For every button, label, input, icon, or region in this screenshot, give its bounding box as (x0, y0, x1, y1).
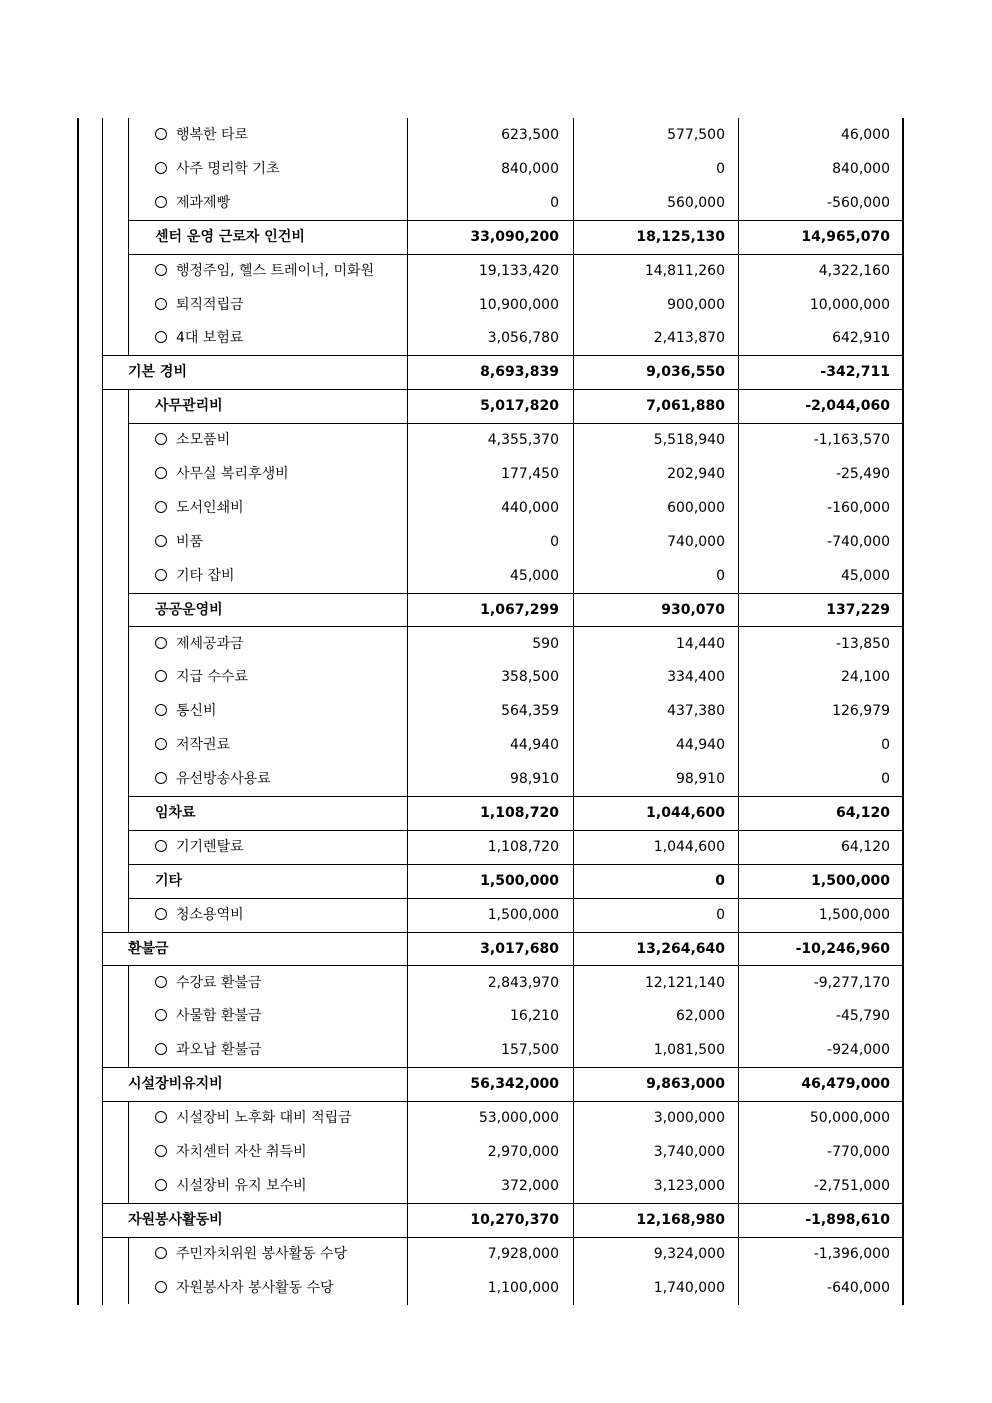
row-label-text: 행정주임, 헬스 트레이너, 미화원 (176, 262, 375, 279)
difference-cell: 46,000 (841, 127, 890, 143)
budget-amount-cell: 0 (550, 533, 559, 550)
circle-bullet-icon (155, 976, 167, 988)
difference-cell: 14,965,070 (801, 228, 890, 245)
actual-amount-cell: 12,121,140 (644, 974, 725, 991)
difference-cell: -25,490 (835, 466, 890, 482)
actual-amount-cell: 3,000,000 (653, 1110, 725, 1127)
row-label (155, 999, 262, 1033)
actual-amount-cell: 560,000 (667, 194, 725, 211)
circle-bullet-icon (155, 128, 167, 140)
circle-bullet-icon (155, 467, 167, 479)
budget-amount-cell: 16,210 (510, 1008, 559, 1025)
row-label-text: 공공운영비 (155, 601, 223, 618)
row-label-text: 센터 운영 근로자 인건비 (155, 228, 305, 245)
circle-bullet-icon (155, 569, 167, 581)
actual-amount-cell: 0 (716, 160, 725, 177)
row-label-text: 자원봉사자 봉사활동 수당 (176, 1279, 334, 1296)
table-row (0, 254, 992, 288)
difference-cell: 642,910 (832, 330, 890, 347)
row-label (155, 254, 374, 288)
budget-amount-cell: 10,900,000 (478, 296, 559, 313)
row-label (155, 864, 182, 898)
row-label (155, 762, 271, 796)
table-row (0, 762, 992, 796)
row-label (155, 728, 230, 762)
actual-amount-cell: 334,400 (667, 669, 725, 686)
actual-amount-cell: 740,000 (667, 533, 725, 550)
row-label-text: 청소용역비 (176, 906, 244, 923)
table-group-row (0, 389, 992, 423)
row-label-text: 시설장비유지비 (128, 1076, 223, 1093)
difference-cell: 1,500,000 (818, 906, 890, 923)
difference-cell: -924,000 (827, 1042, 890, 1059)
actual-amount-cell: 7,061,880 (646, 398, 725, 415)
row-label-text: 소모품비 (176, 432, 231, 449)
row-label-text: 사물함 환불금 (176, 1008, 262, 1025)
row-label (155, 220, 305, 254)
table-row (0, 1169, 992, 1203)
row-label (155, 898, 244, 932)
circle-bullet-icon (155, 1179, 167, 1191)
actual-amount-cell: 930,070 (661, 601, 725, 618)
table-row (0, 999, 992, 1033)
difference-cell: 1,500,000 (811, 872, 890, 889)
actual-amount-cell: 0 (715, 872, 725, 889)
budget-amount-cell: 56,342,000 (470, 1076, 559, 1093)
difference-cell: 10,000,000 (809, 296, 890, 313)
circle-bullet-icon (155, 162, 167, 174)
table-group-row (0, 1067, 992, 1101)
row-label (155, 559, 235, 593)
table-row (0, 423, 992, 457)
actual-amount-cell: 600,000 (667, 499, 725, 516)
budget-amount-cell: 53,000,000 (478, 1110, 559, 1127)
budget-amount-cell: 10,270,370 (470, 1211, 559, 1228)
row-label (155, 966, 262, 1000)
table-row (0, 288, 992, 322)
difference-cell: -2,751,000 (813, 1177, 890, 1194)
actual-amount-cell: 9,036,550 (646, 364, 725, 381)
budget-amount-cell: 590 (532, 635, 559, 652)
difference-cell: 4,322,160 (818, 262, 890, 279)
row-label-text: 수강료 환불금 (176, 974, 262, 991)
difference-cell: -160,000 (827, 499, 890, 516)
row-label (155, 423, 230, 457)
table-row (0, 660, 992, 694)
actual-amount-cell: 577,500 (667, 127, 725, 143)
row-label-text: 비품 (176, 533, 204, 550)
row-label-text: 과오납 환불금 (176, 1042, 262, 1059)
circle-bullet-icon (155, 704, 167, 716)
row-label (155, 796, 196, 830)
actual-amount-cell: 9,863,000 (646, 1076, 725, 1093)
budget-amount-cell: 1,500,000 (480, 872, 559, 889)
row-label-text: 통신비 (176, 703, 217, 720)
budget-amount-cell: 1,108,720 (487, 838, 559, 855)
actual-amount-cell: 1,740,000 (653, 1279, 725, 1296)
budget-amount-cell: 3,056,780 (487, 330, 559, 347)
difference-cell: -9,277,170 (813, 974, 890, 991)
row-label (155, 1169, 307, 1203)
row-label-text: 유선방송사용료 (176, 771, 271, 788)
row-label (128, 355, 187, 389)
row-label (155, 389, 223, 423)
row-label-text: 제세공과금 (176, 635, 244, 652)
actual-amount-cell: 1,044,600 (653, 838, 725, 855)
table-row (0, 118, 992, 152)
difference-cell: -560,000 (827, 194, 890, 211)
difference-cell: 46,479,000 (801, 1076, 890, 1093)
budget-amount-cell: 5,017,820 (480, 398, 559, 415)
difference-cell: -342,711 (820, 364, 890, 381)
budget-amount-cell: 7,928,000 (487, 1245, 559, 1262)
row-label (155, 830, 244, 864)
actual-amount-cell: 12,168,980 (636, 1211, 725, 1228)
row-label (155, 660, 248, 694)
row-label (155, 152, 280, 186)
table-row (0, 525, 992, 559)
difference-cell: -740,000 (827, 533, 890, 550)
budget-amount-cell: 2,843,970 (487, 974, 559, 991)
budget-amount-cell: 177,450 (501, 466, 559, 482)
circle-bullet-icon (155, 1111, 167, 1123)
difference-cell: 45,000 (841, 567, 890, 584)
row-label-text: 사무관리비 (155, 398, 223, 415)
difference-cell: 64,120 (841, 838, 890, 855)
row-label-text: 도서인쇄비 (176, 499, 244, 516)
actual-amount-cell: 44,940 (676, 737, 725, 754)
difference-cell: 137,229 (826, 601, 890, 618)
budget-amount-cell: 1,500,000 (487, 906, 559, 923)
table-row (0, 627, 992, 661)
circle-bullet-icon (155, 433, 167, 445)
budget-amount-cell: 440,000 (501, 499, 559, 516)
circle-bullet-icon (155, 670, 167, 682)
difference-cell: 64,120 (835, 805, 890, 821)
row-label (155, 118, 248, 152)
row-label (155, 694, 217, 728)
actual-amount-cell: 0 (716, 567, 725, 584)
circle-bullet-icon (155, 501, 167, 513)
circle-bullet-icon (155, 1043, 167, 1055)
difference-cell: -1,898,610 (805, 1211, 890, 1228)
table-row (0, 1101, 992, 1135)
actual-amount-cell: 14,440 (676, 635, 725, 652)
difference-cell: -1,163,570 (813, 432, 890, 449)
row-label-text: 사주 명리학 기초 (176, 160, 280, 177)
table-row (0, 966, 992, 1000)
row-label (155, 1033, 262, 1067)
difference-cell: -640,000 (827, 1279, 890, 1296)
circle-bullet-icon (155, 738, 167, 750)
actual-amount-cell: 14,811,260 (644, 262, 725, 279)
row-label-text: 기기렌탈료 (176, 838, 244, 855)
budget-amount-cell: 1,067,299 (480, 601, 559, 618)
circle-bullet-icon (155, 908, 167, 920)
budget-amount-cell: 1,100,000 (487, 1279, 559, 1296)
row-label (155, 1237, 347, 1271)
actual-amount-cell: 62,000 (676, 1008, 725, 1025)
table-row (0, 1271, 992, 1305)
actual-amount-cell: 1,081,500 (653, 1042, 725, 1059)
table-row (0, 1237, 992, 1271)
budget-amount-cell: 2,970,000 (487, 1144, 559, 1160)
table-group-row (0, 593, 992, 627)
table-group-row (0, 1203, 992, 1237)
row-label (155, 457, 289, 491)
budget-amount-cell: 3,017,680 (480, 940, 559, 957)
row-label-text: 제과제빵 (176, 194, 231, 211)
difference-cell: -45,790 (835, 1008, 890, 1025)
row-label (155, 288, 244, 322)
table-row (0, 728, 992, 762)
difference-cell: -10,246,960 (795, 940, 890, 957)
budget-amount-cell: 623,500 (501, 127, 559, 143)
row-label-text: 4대 보험료 (176, 330, 244, 347)
row-label (155, 525, 203, 559)
budget-amount-cell: 564,359 (501, 703, 559, 720)
table-row (0, 491, 992, 525)
row-label-text: 사무실 복리후생비 (176, 466, 289, 482)
row-label-text: 자치센터 자산 취득비 (176, 1144, 307, 1160)
row-label (128, 1067, 223, 1101)
actual-amount-cell: 0 (716, 906, 725, 923)
row-label-text: 기타 (155, 872, 183, 889)
difference-cell: -1,396,000 (813, 1245, 890, 1262)
budget-amount-cell: 4,355,370 (487, 432, 559, 449)
actual-amount-cell: 1,044,600 (646, 805, 725, 821)
circle-bullet-icon (155, 298, 167, 310)
table-row (0, 694, 992, 728)
circle-bullet-icon (155, 331, 167, 343)
table-row (0, 559, 992, 593)
circle-bullet-icon (155, 1009, 167, 1021)
table-row (0, 830, 992, 864)
budget-amount-cell: 1,108,720 (480, 805, 559, 821)
budget-amount-cell: 157,500 (501, 1042, 559, 1059)
budget-amount-cell: 0 (550, 194, 559, 211)
row-label-text: 자원봉사활동비 (128, 1211, 223, 1228)
row-label (155, 1271, 334, 1305)
table-row (0, 1033, 992, 1067)
circle-bullet-icon (155, 840, 167, 852)
row-label (155, 627, 244, 661)
row-label (155, 593, 223, 627)
difference-cell: 50,000,000 (809, 1110, 890, 1127)
row-label-text: 기타 잡비 (176, 567, 235, 584)
table-group-row (0, 796, 992, 830)
row-label-text: 지급 수수료 (176, 669, 249, 686)
circle-bullet-icon (155, 1145, 167, 1157)
row-label (155, 1101, 352, 1135)
table-row (0, 898, 992, 932)
table-row (0, 1135, 992, 1169)
row-label-text: 환불금 (128, 940, 169, 957)
difference-cell: -2,044,060 (805, 398, 890, 415)
budget-amount-cell: 19,133,420 (478, 262, 559, 279)
budget-amount-cell: 33,090,200 (470, 228, 559, 245)
budget-amount-cell: 840,000 (501, 160, 559, 177)
actual-amount-cell: 13,264,640 (636, 940, 725, 957)
actual-amount-cell: 2,413,870 (653, 330, 725, 347)
actual-amount-cell: 437,380 (667, 703, 725, 720)
circle-bullet-icon (155, 535, 167, 547)
circle-bullet-icon (155, 264, 167, 276)
table-row (0, 186, 992, 220)
circle-bullet-icon (155, 1281, 167, 1293)
difference-cell: 126,979 (832, 703, 890, 720)
row-label (155, 321, 243, 355)
row-label-text: 퇴직적립금 (176, 296, 244, 313)
difference-cell: 840,000 (832, 160, 890, 177)
row-label-text: 저작권료 (176, 737, 231, 754)
table-group-row (0, 932, 992, 966)
row-label (155, 186, 230, 220)
budget-amount-cell: 372,000 (501, 1177, 559, 1194)
actual-amount-cell: 9,324,000 (653, 1245, 725, 1262)
actual-amount-cell: 98,910 (676, 771, 725, 788)
circle-bullet-icon (155, 196, 167, 208)
row-label-text: 기본 경비 (128, 364, 187, 381)
difference-cell: 24,100 (841, 669, 890, 686)
budget-amount-cell: 358,500 (501, 669, 559, 686)
difference-cell: 0 (881, 771, 890, 788)
row-label-text: 시설장비 노후화 대비 적립금 (176, 1110, 352, 1127)
budget-amount-cell: 45,000 (510, 567, 559, 584)
table-row (0, 321, 992, 355)
table-row (0, 457, 992, 491)
row-label (155, 1135, 307, 1169)
table-group-row (0, 220, 992, 254)
row-label (128, 932, 169, 966)
budget-amount-cell: 44,940 (510, 737, 559, 754)
actual-amount-cell: 18,125,130 (636, 228, 725, 245)
row-label-text: 시설장비 유지 보수비 (176, 1177, 307, 1194)
actual-amount-cell: 3,123,000 (653, 1177, 725, 1194)
circle-bullet-icon (155, 1247, 167, 1259)
table-row (0, 152, 992, 186)
difference-cell: -13,850 (835, 635, 890, 652)
actual-amount-cell: 900,000 (667, 296, 725, 313)
actual-amount-cell: 3,740,000 (653, 1144, 725, 1160)
circle-bullet-icon (155, 637, 167, 649)
actual-amount-cell: 5,518,940 (653, 432, 725, 449)
table-group-row (0, 355, 992, 389)
circle-bullet-icon (155, 772, 167, 784)
row-label-text: 행복한 타로 (176, 127, 249, 143)
row-label-text: 임차료 (155, 805, 196, 821)
actual-amount-cell: 202,940 (667, 466, 725, 482)
row-label (155, 491, 244, 525)
budget-amount-cell: 98,910 (510, 771, 559, 788)
table-group-row (0, 864, 992, 898)
row-label (128, 1203, 223, 1237)
difference-cell: 0 (881, 737, 890, 754)
difference-cell: -770,000 (827, 1144, 890, 1160)
row-label-text: 주민자치위원 봉사활동 수당 (176, 1245, 348, 1262)
budget-amount-cell: 8,693,839 (480, 364, 559, 381)
